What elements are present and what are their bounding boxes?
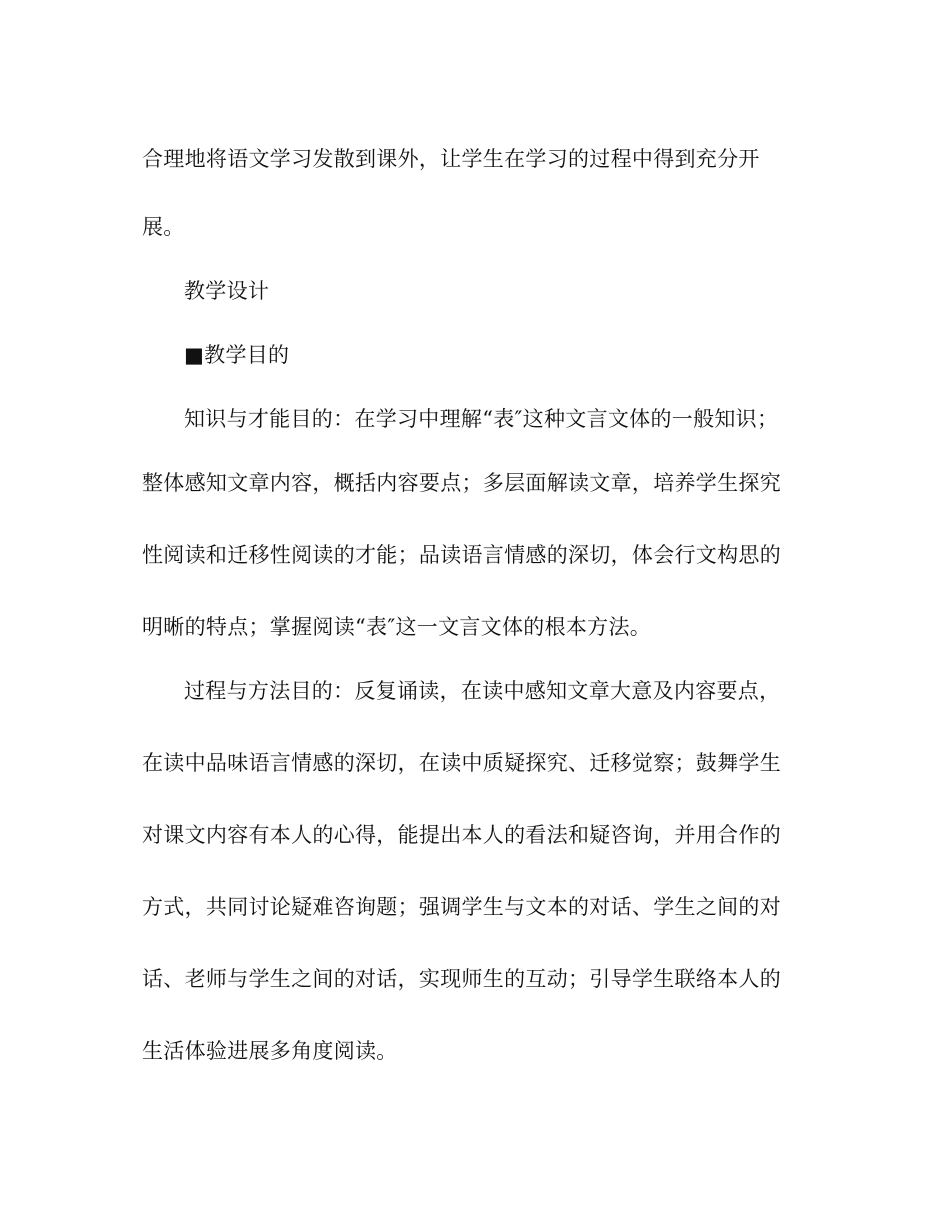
paragraph-line-11: 对课文内容有本人的心得，能提出本人的看法和疑咨询，并用合作的	[142, 823, 781, 847]
paragraph-line-14: 生活体验进展多角度阅读。	[142, 1039, 398, 1063]
paragraph-line-10: 在读中品味语言情感的深切，在读中质疑探究、迁移觉察；鼓舞学生	[142, 751, 781, 775]
paragraph-line-1: 合理地将语文学习发散到课外，让学生在学习的过程中得到充分开	[142, 147, 760, 171]
paragraph-line-5: 知识与才能目的：在学习中理解“表″这种文言文体的一般知识；	[184, 407, 779, 431]
paragraph-line-12: 方式，共同讨论疑难咨询题；强调学生与文本的对话、学生之间的对	[142, 895, 781, 919]
paragraph-line-8: 明晰的特点；掌握阅读“表″这一文言文体的根本方法。	[142, 615, 652, 639]
paragraph-line-6: 整体感知文章内容，概括内容要点；多层面解读文章，培养学生探究	[142, 471, 781, 495]
paragraph-line-7: 性阅读和迁移性阅读的才能；品读语言情感的深切，体会行文构思的	[142, 543, 781, 567]
paragraph-line-13: 话、老师与学生之间的对话，实现师生的互动；引导学生联络本人的	[142, 967, 781, 991]
section-heading-teaching-goals: ■教学目的	[184, 343, 290, 367]
paragraph-line-2: 展。	[142, 215, 185, 239]
paragraph-line-9: 过程与方法目的：反复诵读，在读中感知文章大意及内容要点，	[184, 679, 781, 703]
section-heading-teaching-design: 教学设计	[184, 279, 270, 303]
